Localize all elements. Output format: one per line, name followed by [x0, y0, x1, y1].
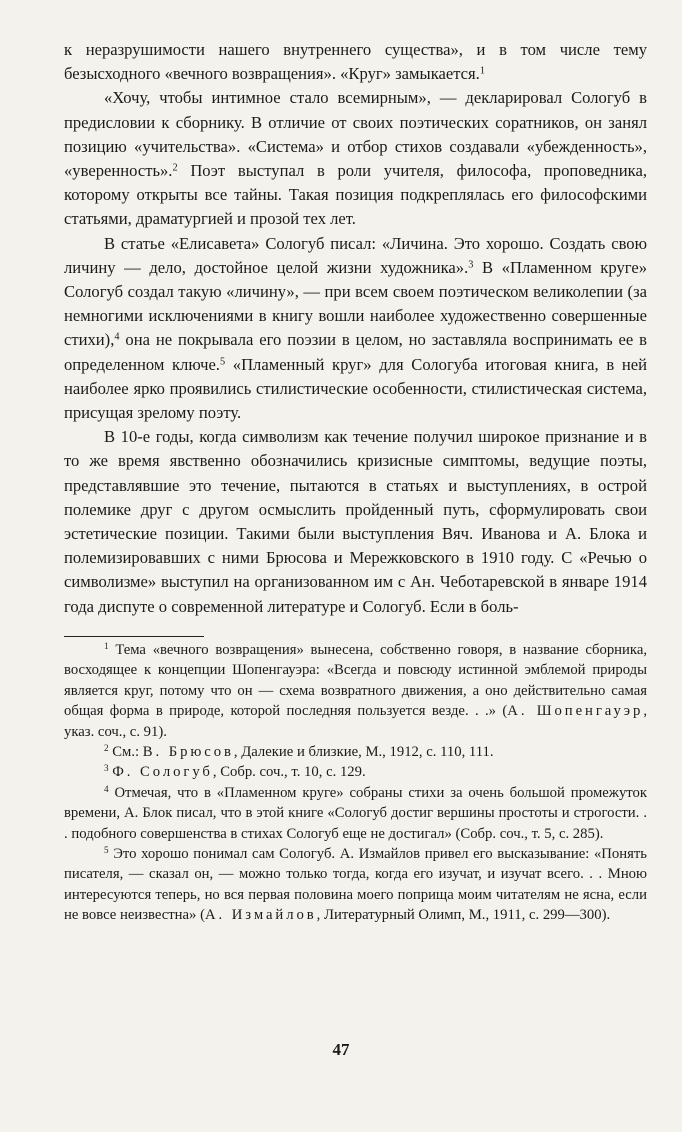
footnote-ref[interactable]: 5 [219, 355, 226, 367]
author-name: В. Брюсов [142, 744, 234, 761]
paragraph: «Хочу, чтобы интимное стало всемирным», — декларировал Сологуб в предисловии к сборнику. В отличие от своих поэтических соратников, он занял позицию «учительства». «Система» и отбор стихов создавали «убежденность», «уверенность».$^2$ Поэт выступал в роли учителя, философа, проповедника, которому открыты все тайны. Такая позиция подкреплялась его философскими статьями, драматургией и прозой тех лет. [64, 88, 647, 229]
footnote-ref[interactable]: 4 [114, 331, 120, 343]
paragraph: В статье «Елисавета» Сологуб писал: «Личина. Это хорошо. Создать свою личину — дело, достойное целой жизни художника».$^3$ В «Пламенном круге» Сологуб создал такую «личину», — при всем своем поэтическом великолепии (за немногими исключениями в книгу вошли наиболее художественно совершенные стихи),$^4$ она не покрывала его поэзии в целом, но заставляла воспринимать ее в определенном ключе.$^5$ «Пламенный круг» для Сологуба итоговая книга, в ней наиболее ярко проявились стилистические особенности, стилистическая система, присущая зрелому поэту. [64, 233, 647, 423]
footnote-ref[interactable]: 3 [468, 259, 474, 271]
footnote: $^4$ Отмечая, что в «Пламенном круге» собраны стихи за очень большой промежуток времени, А. Блок писал, что в этой книге «Сологуб достиг вершины простоты и строгости. . . подобного совершенства в стихах Сологуб еще не достигал» (Собр. соч., т. 5, с. 285). [64, 783, 648, 842]
footnote-ref[interactable]: 2 [172, 162, 178, 174]
footnote-ref[interactable]: 1 [479, 65, 485, 77]
footnote: $^2$ См.: В. Брюсов, Далекие и близкие, М., 1912, с. 110, 111. [104, 743, 494, 761]
paragraph: В 10-е годы, когда символизм как течение получил широкое признание и в то же время явственно обозначились кризисные симптомы, ведущие поэты, представлявшие это течение, пытаются в статьях и выступлениях, в острой полемике друг с другом осмыслить пройденный путь, сформулировать свои эстетические позиции. Такими были выступления Вяч. Иванова и А. Блока и полемизировавших с ними Брюсова и Мережковского в 1910 году. С «Речью о символизме» выступил на организованном им с Ан. Чеботаревской в январе 1914 года диспуте о современной литературе и Сологуб. Если в боль- [64, 427, 647, 616]
footnote-number: 1 [104, 641, 109, 651]
main-text [64, 38, 647, 619]
footnote-number: 4 [104, 783, 109, 794]
footnote-number: 2 [104, 743, 109, 754]
footnote-divider [64, 636, 204, 637]
footnote: $^3$ Ф. Сологуб, Собр. соч., т. 10, с. 129. [104, 763, 366, 781]
footnote-number: 3 [104, 763, 109, 774]
footnote: $^1$ Тема «вечного возвращения» вынесена, собственно говоря, в название сборника, восходящее к концепции Шопенгауэра: «Всегда и повсюду истинной эмблемой природы является круг, потому что он — схема возвратного движения, а оно действительно самая общая форма в природе, которой последняя пользуется везде. . .» (А. Шопенгауэр, указ. соч., с. 91). [64, 641, 648, 740]
footnote: $^5$ Это хорошо понимал сам Сологуб. А. Измайлов привел его высказывание: «Понять писателя, — сказал он, — можно только тогда, когда его изучат, и изучат всего. . . Мною интересуются теперь, но вся первая половина моего поприща моим читателям не ясна, если не вовсе неизвестна» (А. Измайлов, Литературный Олимп, М., 1911, с. 299—300). [64, 845, 647, 924]
author-name: Ф. Сологуб [112, 764, 213, 781]
footnotes [64, 640, 647, 926]
paragraph: к неразрушимости нашего внутреннего существа», и в том числе тему безысходного «вечного возвращения». «Круг» замыкается.$^1$ [64, 40, 647, 84]
author-name: А. Шопенгауэр [507, 703, 644, 720]
author-name: А. Измайлов [204, 907, 317, 924]
page-number: 47 [332, 1040, 350, 1059]
footnote-number: 5 [104, 845, 109, 856]
